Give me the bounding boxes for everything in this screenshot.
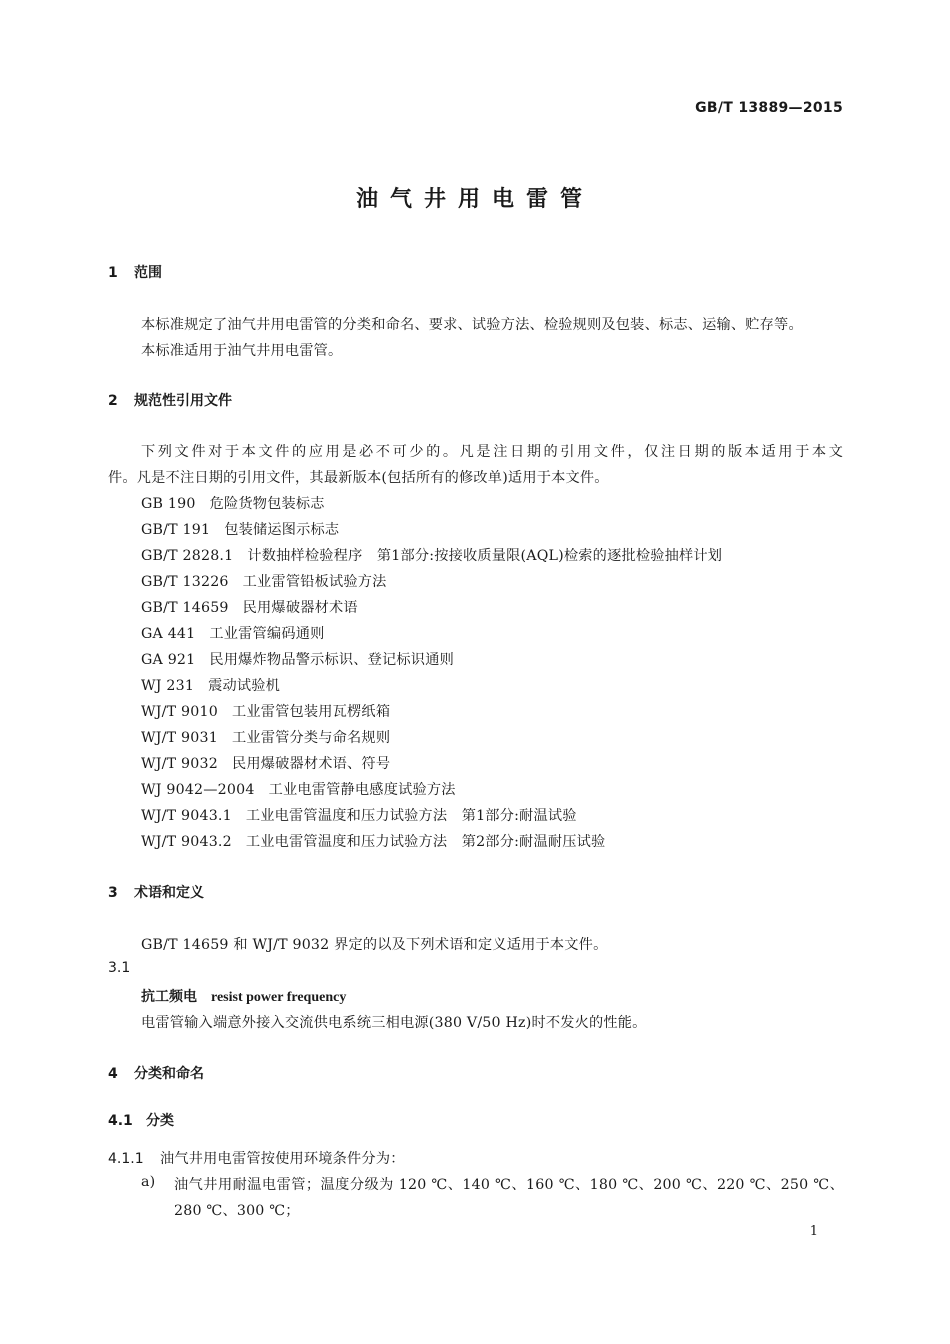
reference-code: WJ/T 9010 bbox=[141, 704, 218, 720]
subsection-title: 分类 bbox=[146, 1113, 174, 1129]
reference-title: 工业雷管铅板试验方法 bbox=[242, 574, 387, 590]
clause-text: 油气井用电雷管按使用环境条件分为： bbox=[160, 1151, 405, 1167]
section-number: 3 bbox=[108, 885, 118, 901]
reference-title: 包装储运图示标志 bbox=[224, 522, 340, 538]
clause-4-1-1 bbox=[108, 1148, 405, 1168]
paragraph: 件。凡是不注日期的引用文件，其最新版本(包括所有的修改单)适用于本文件。 bbox=[108, 470, 609, 486]
reference-item bbox=[141, 493, 325, 513]
section-title: 规范性引用文件 bbox=[134, 393, 232, 409]
list-item-text: 油气井用耐温电雷管；温度分级为 120 ℃、140 ℃、160 ℃、180 ℃、200 ℃、220 ℃、250 ℃、 bbox=[174, 1177, 844, 1193]
reference-item bbox=[141, 779, 456, 799]
reference-item bbox=[141, 831, 605, 851]
reference-title: 工业电雷管温度和压力试验方法 第2部分:耐温耐压试验 bbox=[245, 834, 606, 850]
reference-code: GA 921 bbox=[141, 652, 196, 668]
section-number: 2 bbox=[108, 393, 118, 409]
reference-title: 震动试验机 bbox=[208, 678, 281, 694]
reference-code: WJ/T 9031 bbox=[141, 730, 218, 746]
reference-item bbox=[141, 727, 390, 747]
term-number: 3.1 bbox=[108, 960, 131, 976]
term-entry bbox=[141, 986, 346, 1006]
section-number: 4 bbox=[108, 1066, 118, 1082]
document-title: 油气井用电雷管 bbox=[355, 187, 594, 212]
term-english: resist power frequency bbox=[211, 990, 347, 1005]
paragraph: GB/T 14659 和 WJ/T 9032 界定的以及下列术语和定义适用于本文件。 bbox=[141, 937, 608, 953]
list-item-label: a) bbox=[141, 1174, 156, 1190]
subsection-4-1-heading bbox=[108, 1110, 174, 1130]
reference-code: WJ 9042—2004 bbox=[141, 782, 255, 798]
page-number: 1 bbox=[809, 1224, 818, 1239]
clause-number: 4.1.1 bbox=[108, 1151, 144, 1167]
reference-code: GB/T 191 bbox=[141, 522, 211, 538]
reference-code: GB/T 13226 bbox=[141, 574, 229, 590]
reference-title: 危险货物包装标志 bbox=[209, 496, 325, 512]
reference-title: 工业雷管编码通则 bbox=[209, 626, 325, 642]
section-number: 1 bbox=[108, 265, 118, 281]
term-chinese: 抗工频电 bbox=[141, 989, 197, 1005]
section-title: 术语和定义 bbox=[134, 885, 204, 901]
reference-item bbox=[141, 519, 339, 539]
reference-title: 民用爆破器材术语 bbox=[242, 600, 358, 616]
term-definition: 电雷管输入端意外接入交流供电系统三相电源(380 V/50 Hz)时不发火的性能。 bbox=[141, 1015, 647, 1031]
reference-item bbox=[141, 545, 722, 565]
reference-title: 工业电雷管静电感度试验方法 bbox=[268, 782, 456, 798]
section-1-heading bbox=[108, 262, 162, 282]
section-2-heading bbox=[108, 390, 232, 410]
reference-title: 工业雷管分类与命名规则 bbox=[231, 730, 391, 746]
section-title: 范围 bbox=[134, 265, 162, 281]
reference-code: WJ/T 9043.2 bbox=[141, 834, 232, 850]
paragraph: 下列文件对于本文件的应用是必不可少的。凡是注日期的引用文件，仅注日期的版本适用于本文 bbox=[141, 444, 843, 460]
reference-code: WJ/T 9032 bbox=[141, 756, 218, 772]
reference-code: WJ/T 9043.1 bbox=[141, 808, 232, 824]
paragraph: 本标准规定了油气井用电雷管的分类和命名、要求、试验方法、检验规则及包装、标志、运输、贮存等。 bbox=[141, 317, 803, 333]
paragraph: 本标准适用于油气井用电雷管。 bbox=[141, 343, 343, 359]
reference-item bbox=[141, 623, 324, 643]
reference-item bbox=[141, 753, 390, 773]
section-4-heading bbox=[108, 1063, 204, 1083]
reference-code: GA 441 bbox=[141, 626, 196, 642]
reference-code: GB/T 2828.1 bbox=[141, 548, 234, 564]
reference-title: 民用爆破器材术语、符号 bbox=[231, 756, 391, 772]
standard-code: GB/T 13889—2015 bbox=[695, 100, 843, 116]
reference-item bbox=[141, 675, 280, 695]
reference-title: 民用爆炸物品警示标识、登记标识通则 bbox=[209, 652, 454, 668]
reference-item bbox=[141, 649, 454, 669]
list-item-text: 280 ℃、300 ℃； bbox=[174, 1203, 300, 1219]
reference-title: 工业电雷管温度和压力试验方法 第1部分:耐温试验 bbox=[245, 808, 577, 824]
section-title: 分类和命名 bbox=[134, 1066, 204, 1082]
reference-item bbox=[141, 805, 577, 825]
reference-code: GB 190 bbox=[141, 496, 196, 512]
reference-title: 计数抽样检验程序 第1部分:按接收质量限(AQL)检索的逐批检验抽样计划 bbox=[247, 548, 723, 564]
reference-item bbox=[141, 571, 387, 591]
reference-code: GB/T 14659 bbox=[141, 600, 229, 616]
section-3-heading bbox=[108, 882, 204, 902]
reference-code: WJ 231 bbox=[141, 678, 195, 694]
reference-title: 工业雷管包装用瓦楞纸箱 bbox=[231, 704, 391, 720]
reference-item bbox=[141, 701, 390, 721]
reference-item bbox=[141, 597, 358, 617]
subsection-number: 4.1 bbox=[108, 1113, 133, 1129]
